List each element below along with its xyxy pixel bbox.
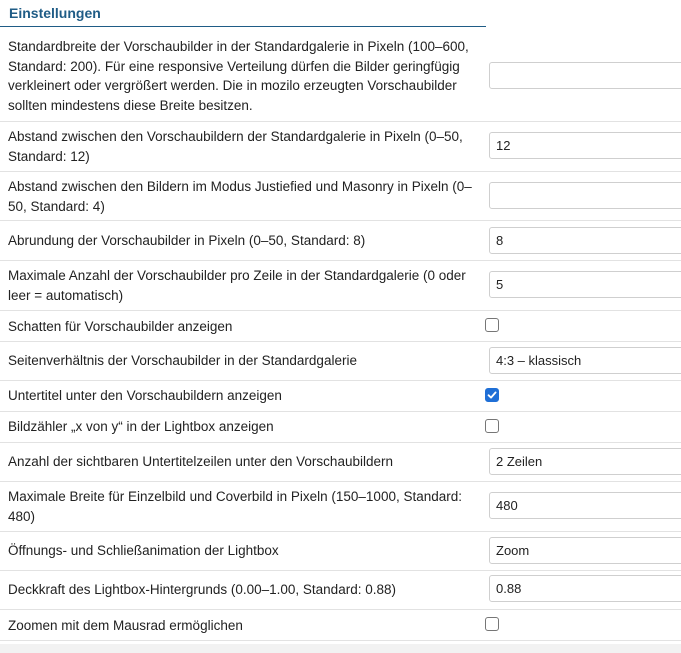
- masonry-gap-input[interactable]: [489, 182, 681, 209]
- setting-row-counter: [0, 412, 681, 443]
- settings-header: [0, 0, 486, 27]
- shadow-checkbox[interactable]: [485, 318, 499, 332]
- opacity-input[interactable]: 0.88: [489, 575, 681, 602]
- captions-checkbox[interactable]: [485, 388, 499, 402]
- checkmark-icon: [487, 390, 497, 400]
- max-width-input[interactable]: 480: [489, 492, 681, 519]
- setting-label: Maximale Anzahl der Vorschaubilder pro Zeile in der Standardgalerie (0 oder leer = automatisch): [8, 268, 466, 303]
- setting-label: Zoomen mit dem Mausrad ermöglichen: [8, 618, 243, 633]
- aspect-ratio-select[interactable]: 4:3 – klassisch: [489, 347, 681, 374]
- counter-checkbox[interactable]: [485, 419, 499, 433]
- thumbnail-gap-input[interactable]: 12: [489, 132, 681, 159]
- setting-label: Bildzähler „x von y“ in der Lightbox anzeigen: [8, 419, 274, 434]
- setting-label: Maximale Breite für Einzelbild und Coverbild in Pixeln (150–1000, Standard: 480): [8, 489, 463, 524]
- setting-row-aspect-ratio: [0, 342, 681, 381]
- setting-row-mousewheel-zoom: [0, 610, 681, 641]
- setting-row-animation: [0, 532, 681, 571]
- setting-label: Abstand zwischen den Vorschaubildern der Standardgalerie in Pixeln (0–50, Standard: 12): [8, 129, 463, 164]
- setting-label: Deckkraft des Lightbox-Hintergrunds (0.00–1.00, Standard: 0.88): [8, 582, 396, 597]
- setting-label: Abrundung der Vorschaubilder in Pixeln (0–50, Standard: 8): [8, 233, 366, 248]
- setting-row-opacity: [0, 571, 681, 610]
- setting-label: Schatten für Vorschaubilder anzeigen: [8, 319, 233, 334]
- border-radius-input[interactable]: 8: [489, 227, 681, 254]
- setting-label: Untertitel unter den Vorschaubildern anzeigen: [8, 388, 282, 403]
- setting-row-caption-lines: [0, 443, 681, 482]
- setting-row-thumbnail-width: [0, 29, 681, 122]
- setting-row-shadow: [0, 311, 681, 342]
- setting-row-masonry-gap: [0, 172, 681, 221]
- caption-lines-select[interactable]: 2 Zeilen: [489, 448, 681, 475]
- mousewheel-zoom-checkbox[interactable]: [485, 617, 499, 631]
- setting-row-captions: [0, 381, 681, 412]
- setting-row-border-radius: [0, 221, 681, 261]
- setting-row-max-width: [0, 482, 681, 532]
- setting-label: Abstand zwischen den Bildern im Modus Justiefied und Masonry in Pixeln (0–50, Standard: 4): [8, 179, 472, 214]
- max-per-row-input[interactable]: 5: [489, 271, 681, 298]
- thumbnail-width-input[interactable]: [489, 62, 681, 89]
- setting-row-max-per-row: [0, 261, 681, 311]
- setting-label: Anzahl der sichtbaren Untertitelzeilen unter den Vorschaubildern: [8, 454, 393, 469]
- setting-label: Seitenverhältnis der Vorschaubilder in der Standardgalerie: [8, 353, 357, 368]
- setting-row-thumbnail-gap: [0, 122, 681, 172]
- section-title: Einstellungen: [9, 5, 101, 21]
- animation-select[interactable]: Zoom: [489, 537, 681, 564]
- page-footer-strip: [0, 644, 681, 653]
- setting-label: Standardbreite der Vorschaubilder in der Standardgalerie in Pixeln (100–600, Standard: 200). Für eine responsive Verteilung dürfen die Bilder geringfügig verkleinert oder vergrößert werden. Die in mozilo erzeugten Vorschaubilder sollten mindestens diese Breite besitzen.: [8, 39, 469, 113]
- setting-label: Öffnungs- und Schließanimation der Lightbox: [8, 543, 279, 558]
